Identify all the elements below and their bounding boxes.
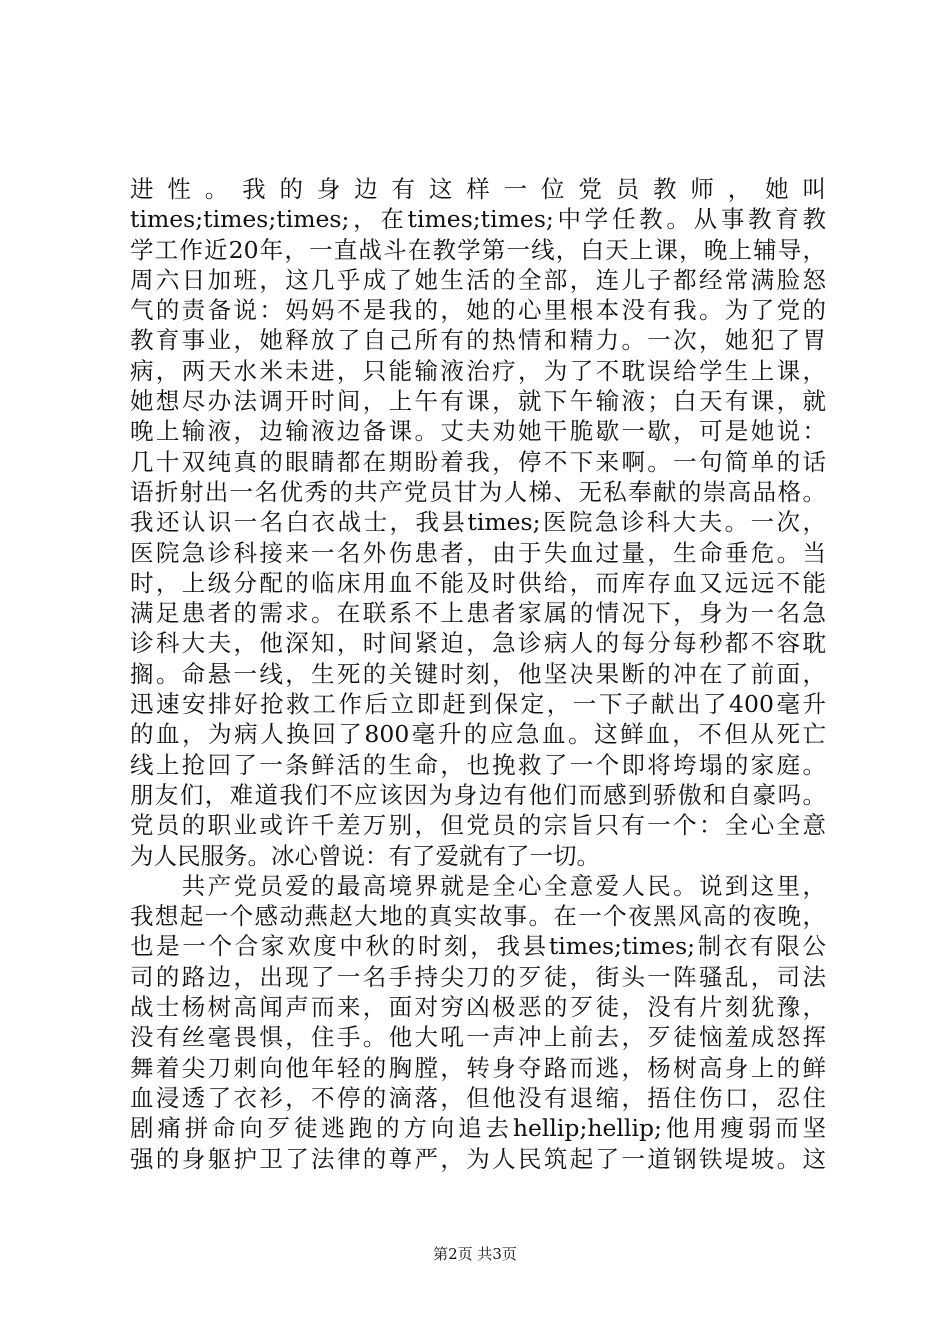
text-line: 舞着尖刀刺向他年轻的胸膛，转身夺路而逃，杨树高身上的鲜 <box>130 1053 826 1082</box>
text-line: 语折射出一名优秀的共产党员甘为人梯、无私奉献的崇高品格。 <box>130 477 826 506</box>
text-line: 朋友们，难道我们不应该因为身边有他们而感到骄傲和自豪吗。 <box>130 780 826 809</box>
text-line: 搁。命悬一线，生死的关键时刻，他坚决果断的冲在了前面， <box>130 659 826 688</box>
text-line: 战士杨树高闻声而来，面对穷凶极恶的歹徒，没有片刻犹豫， <box>130 993 826 1022</box>
text-line: 病，两天水米未进，只能输液治疗，为了不耽误给学生上课， <box>130 356 826 385</box>
text-line: 剧痛拼命向歹徒逃跑的方向追去hellip;hellip;他用瘦弱而坚 <box>130 1114 826 1143</box>
text-line: 她想尽办法调开时间，上午有课，就下午输液；白天有课，就 <box>130 387 826 416</box>
text-line: 强的身躯护卫了法律的尊严，为人民筑起了一道钢铁堤坡。这 <box>130 1144 826 1173</box>
text-line: 我想起一个感动燕赵大地的真实故事。在一个夜黑风高的夜晚， <box>130 902 826 931</box>
text-line: 教育事业，她释放了自己所有的热情和精力。一次，她犯了胃 <box>130 326 826 355</box>
text-line: 时，上级分配的临床用血不能及时供给，而库存血又远远不能 <box>130 568 826 597</box>
text-line: 气的责备说：妈妈不是我的，她的心里根本没有我。为了党的 <box>130 296 826 325</box>
text-line: 的血，为病人换回了800毫升的应急血。这鲜血，不但从死亡 <box>130 720 826 749</box>
text-line: 血浸透了衣衫，不停的滴落，但他没有退缩，捂住伤口，忍住 <box>130 1083 826 1112</box>
page-number-label: 第2页 共3页 <box>433 1245 517 1263</box>
text-line: 诊科大夫，他深知，时间紧迫，急诊病人的每分每秒都不容耽 <box>130 629 826 658</box>
text-line: 进性。我的身边有这样一位党员教师，她叫 <box>130 175 826 203</box>
text-line: 没有丝毫畏惧，住手。他大吼一声冲上前去，歹徒恼羞成怒挥 <box>130 1023 826 1052</box>
document-body <box>130 174 826 1174</box>
text-line: 医院急诊科接来一名外伤患者，由于失血过量，生命垂危。当 <box>130 538 826 567</box>
text-line: 学工作近20年，一直战斗在教学第一线，白天上课，晚上辅导， <box>130 235 826 264</box>
text-line: times;times;times;，在times;times;中学任教。从事教育教 <box>130 205 826 234</box>
text-line: 周六日加班，这几乎成了她生活的全部，连儿子都经常满脸怒 <box>130 265 826 294</box>
text-line: 迅速安排好抢救工作后立即赶到保定，一下子献出了400毫升 <box>130 690 826 719</box>
text-line: 党员的职业或许千差万别，但党员的宗旨只有一个：全心全意 <box>130 811 826 840</box>
text-line: 线上抢回了一条鲜活的生命，也挽救了一个即将垮塌的家庭。 <box>130 750 826 779</box>
text-line: 司的路边，出现了一名手持尖刀的歹徒，街头一阵骚乱，司法 <box>130 962 826 991</box>
page-footer <box>0 1244 950 1264</box>
text-line: 共产党员爱的最高境界就是全心全意爱人民。说到这里， <box>130 871 826 900</box>
text-line: 也是一个合家欢度中秋的时刻，我县times;times;制衣有限公 <box>130 932 826 961</box>
text-line: 我还认识一名白衣战士，我县times;医院急诊科大夫。一次， <box>130 508 826 537</box>
text-line: 满足患者的需求。在联系不上患者家属的情况下，身为一名急 <box>130 599 826 628</box>
text-line: 晚上输液，边输液边备课。丈夫劝她干脆歇一歇，可是她说： <box>130 417 826 446</box>
text-line: 为人民服务。冰心曾说：有了爱就有了一切。 <box>130 841 600 870</box>
text-line: 几十双纯真的眼睛都在期盼着我，停不下来啊。一句简单的话 <box>130 447 826 476</box>
